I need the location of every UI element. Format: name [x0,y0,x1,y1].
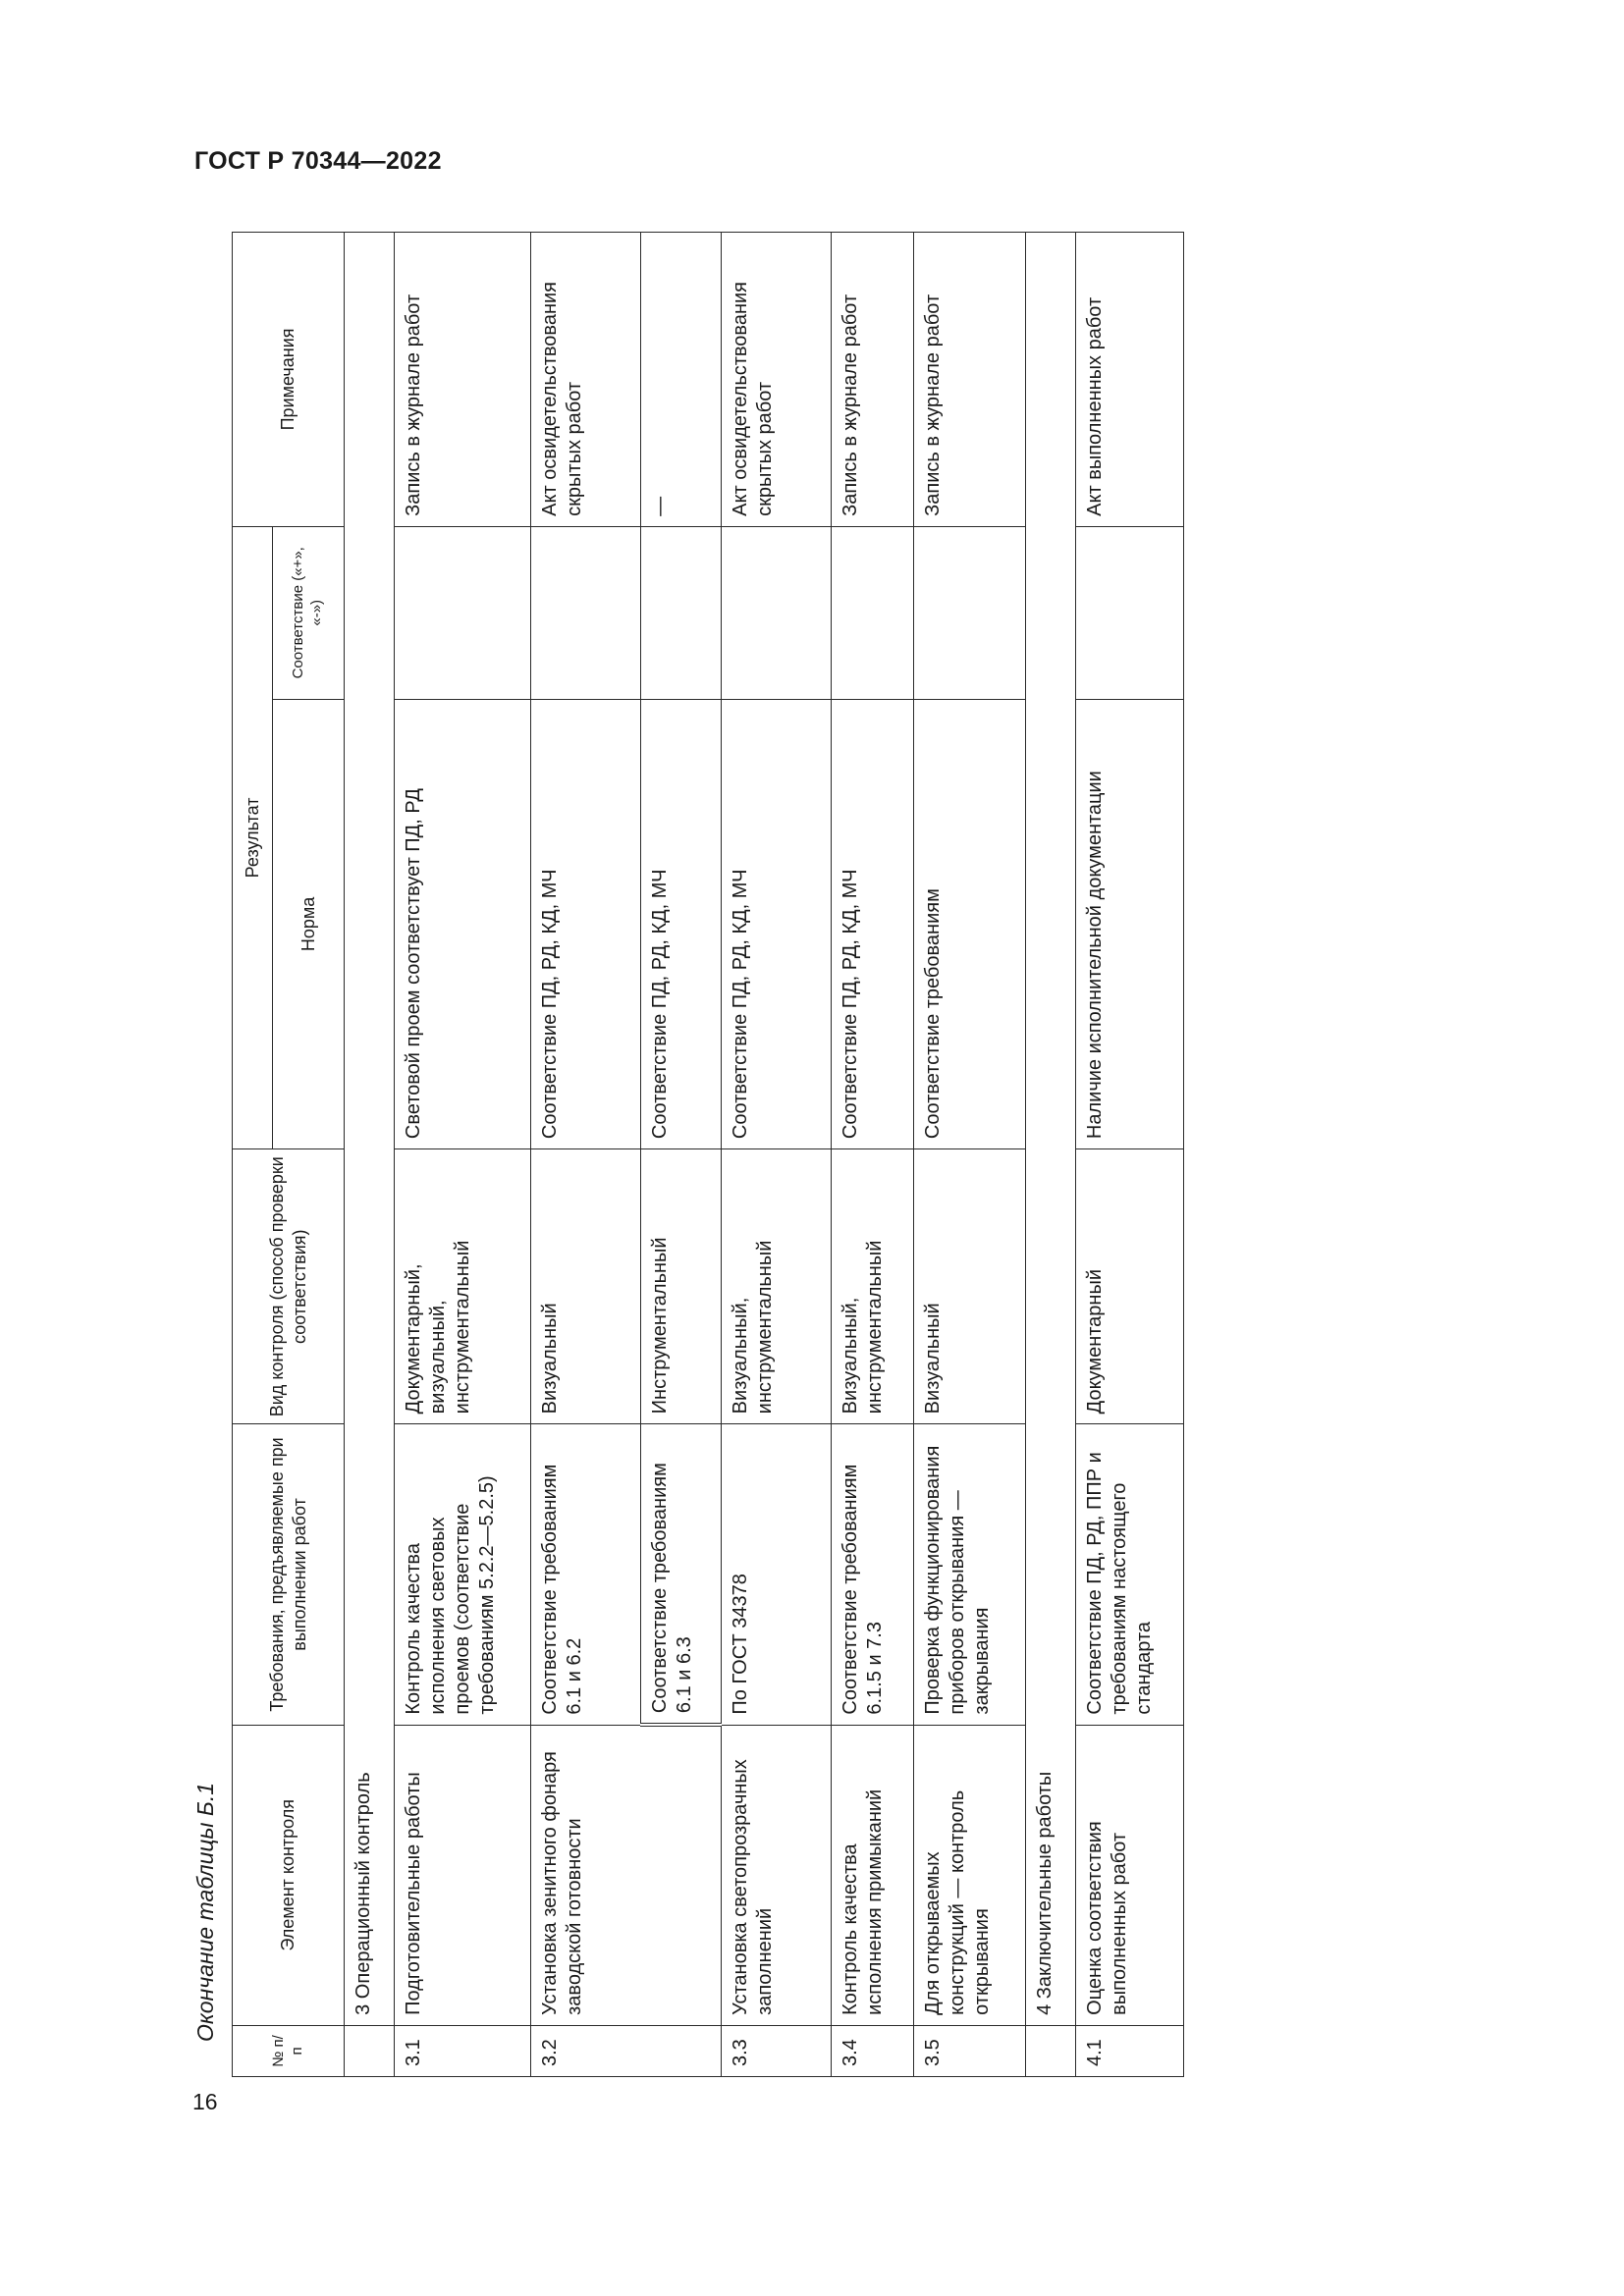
row-3-4-control: Визуальный, инструментальный [831,1149,913,1424]
row-3-1-requirement: Контроль качества исполнения световых проемов (соответствие требованиям 5.2.2—5.2.5) [395,1424,531,1725]
row-3-2-element: Установка зенитного фонаря заводской готовности [530,1725,721,2025]
row-3-1-num: 3.1 [395,2025,531,2076]
row-3-2-notes-b: — [641,233,722,527]
row-3-1-compliance [395,526,531,699]
row-3-5-control: Визуальный [913,1149,1025,1424]
row-4-1-element: Оценка соответствия выполненных работ [1075,1725,1183,2025]
row-3-5-num: 3.5 [913,2025,1025,2076]
row-3-1-control: Документарный, визуальный, инструментальный [395,1149,531,1424]
row-3-2-norm-b: Соответствие ПД, РД, КД, МЧ [641,699,722,1148]
table-row [530,233,640,2077]
col-header-notes: Примечания [233,233,345,527]
row-3-2-notes-a: Акт освидетельствования скрытых работ [530,233,640,527]
row-3-1-notes: Запись в журнале работ [395,233,531,527]
section-4-title: 4 Заключительные работы [1025,233,1075,2026]
row-3-4-compliance [831,526,913,699]
row-3-2-num: 3.2 [530,2025,721,2076]
row-4-1-compliance [1075,526,1183,699]
table-caption: Окончание таблицы Б.1 [192,1782,218,2042]
row-3-1-norm: Световой проем соответствует ПД, РД [395,699,531,1148]
row-4-1-control: Документарный [1075,1149,1183,1424]
row-3-3-requirement: По ГОСТ 34378 [721,1424,831,1725]
col-header-requirements: Требования, предъявляемые при выполнении работ [233,1424,345,1725]
row-3-1-element: Подготовительные работы [395,1725,531,2025]
row-3-2-control-b: Инструментальный [641,1149,722,1424]
row-3-3-compliance [721,526,831,699]
document-title: ГОСТ Р 70344—2022 [194,147,442,175]
col-header-control-type: Вид контроля (способ проверки соответствия) [233,1149,345,1424]
table-row [721,233,831,2077]
section-4-num-cell [1025,2025,1075,2076]
row-3-2-norm-a: Соответствие ПД, РД, КД, МЧ [530,699,640,1148]
row-3-5-notes: Запись в журнале работ [913,233,1025,527]
row-4-1-requirement: Соответствие ПД, РД, ППР и требованиям настоящего стандарта [1075,1424,1183,1725]
control-table [232,232,1184,2077]
col-header-compliance: Соответствие («+», «-») [272,526,344,699]
table-row [395,233,531,2077]
row-3-4-element: Контроль качества исполнения примыканий [831,1725,913,2025]
section-3-num-cell [345,2025,395,2076]
row-3-3-num: 3.3 [721,2025,831,2076]
header-row [233,233,273,2077]
row-3-2-control-a: Визуальный [530,1149,640,1424]
page-number: 16 [192,2089,218,2114]
row-3-5-compliance [913,526,1025,699]
row-3-4-num: 3.4 [831,2025,913,2076]
section-row [1025,233,1075,2077]
row-3-3-control: Визуальный, инструментальный [721,1149,831,1424]
row-3-2-requirement-a: Соответствие требованиям 6.1 и 6.2 [530,1424,640,1725]
row-3-5-requirement: Проверка функционирования приборов открывания — закрывания [913,1424,1025,1725]
table-wrapper [232,232,1184,2077]
col-header-num: № п/п [233,2025,345,2076]
row-3-4-notes: Запись в журнале работ [831,233,913,527]
col-header-element: Элемент контроля [233,1725,345,2025]
table-row [831,233,913,2077]
col-header-result: Результат [233,526,273,1148]
row-3-2-compliance-b [641,526,722,699]
row-3-3-notes: Акт освидетельствования скрытых работ [721,233,831,527]
row-4-1-norm: Наличие исполнительной документации [1075,699,1183,1148]
table-row [913,233,1025,2077]
row-4-1-num: 4.1 [1075,2025,1183,2076]
section-row [345,233,395,2077]
row-3-3-norm: Соответствие ПД, РД, КД, МЧ [721,699,831,1148]
row-3-5-element: Для открываемых конструкций — контроль открывания [913,1725,1025,2025]
row-3-4-requirement: Соответствие требованиям 6.1.5 и 7.3 [831,1424,913,1725]
row-4-1-notes: Акт выполненных работ [1075,233,1183,527]
section-3-title: 3 Операционный контроль [345,233,395,2026]
col-header-norm: Норма [272,699,344,1148]
row-3-2-compliance-a [530,526,640,699]
row-3-5-norm: Соответствие требованиям [913,699,1025,1148]
row-3-4-norm: Соответствие ПД, РД, КД, МЧ [831,699,913,1148]
row-3-2-requirement-b: Соответствие требованиям 6.1 и 6.3 [641,1424,722,1725]
table-row [1075,233,1183,2077]
row-3-3-element: Установка светопрозрачных заполнений [721,1725,831,2025]
